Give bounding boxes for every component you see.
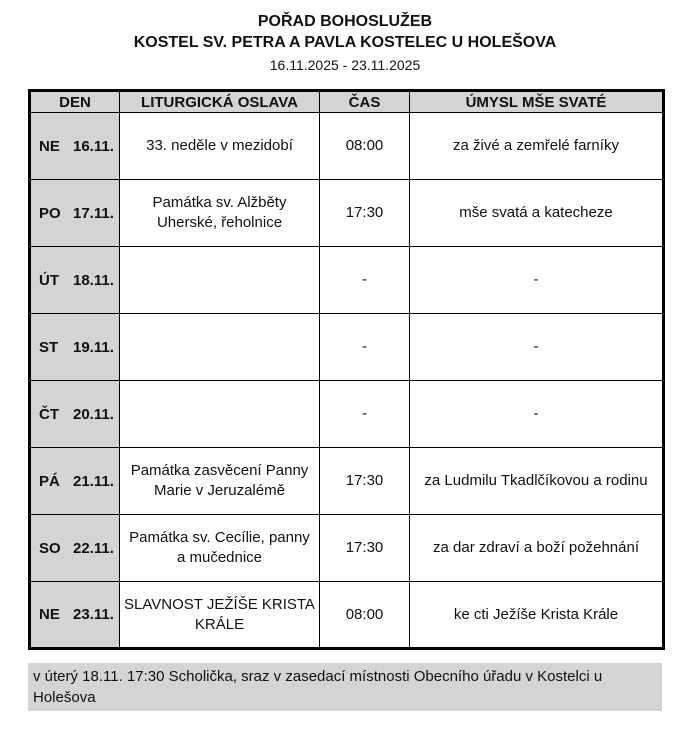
time-cell: 17:30 xyxy=(320,448,410,515)
page-title: POŘAD BOHOSLUŽEB xyxy=(257,13,433,30)
table-row xyxy=(30,515,664,582)
table-row xyxy=(30,448,664,515)
day-abbreviation: PO xyxy=(39,204,61,222)
day-cell xyxy=(30,448,120,515)
footer-note: v úterý 18.11. 17:30 Scholička, sraz v zasedací místnosti Obecního úřadu v Kostelci u Holešova xyxy=(28,663,662,711)
time-cell: 17:30 xyxy=(320,180,410,247)
day-cell xyxy=(30,381,120,448)
table-row xyxy=(30,113,664,180)
table-row xyxy=(30,582,664,649)
table-row xyxy=(30,247,664,314)
celebration-cell xyxy=(120,314,320,381)
celebration-cell: SLAVNOST JEŽÍŠE KRISTA KRÁLE xyxy=(120,582,320,649)
table-row xyxy=(30,381,664,448)
time-cell: - xyxy=(320,247,410,314)
time-cell: 08:00 xyxy=(320,113,410,180)
column-header-den: DEN xyxy=(30,91,120,113)
date-range: 16.11.2025 - 23.11.2025 xyxy=(269,57,421,73)
celebration-cell: Památka sv. Alžběty Uherské, řeholnice xyxy=(120,180,320,247)
intention-cell: za dar zdraví a boží požehnání xyxy=(410,515,664,582)
table-header-row xyxy=(30,91,664,113)
day-abbreviation: PÁ xyxy=(39,472,60,490)
celebration-cell: 33. neděle v mezidobí xyxy=(120,113,320,180)
intention-cell: za Ludmilu Tkadlčíkovou a rodinu xyxy=(410,448,664,515)
day-cell xyxy=(30,582,120,649)
day-abbreviation: ČT xyxy=(39,405,59,423)
time-cell: 17:30 xyxy=(320,515,410,582)
document-header xyxy=(28,12,662,75)
day-date: 23.11. xyxy=(73,606,114,623)
day-date: 22.11. xyxy=(73,539,114,557)
table-row xyxy=(30,180,664,247)
day-date: 20.11. xyxy=(73,405,114,423)
day-cell xyxy=(30,113,120,180)
intention-cell: - xyxy=(410,381,664,448)
day-date: 17.11. xyxy=(73,204,114,222)
time-cell: - xyxy=(320,314,410,381)
intention-cell: - xyxy=(410,247,664,314)
day-abbreviation: SO xyxy=(39,539,61,557)
schedule-table xyxy=(28,89,665,650)
day-date: 18.11. xyxy=(73,271,114,289)
intention-cell: mše svatá a katecheze xyxy=(410,180,664,247)
day-cell xyxy=(30,180,120,247)
day-abbreviation: ÚT xyxy=(39,271,59,289)
time-cell: 08:00 xyxy=(320,582,410,649)
column-header-liturgicka-oslava: LITURGICKÁ OSLAVA xyxy=(120,91,320,113)
column-header-cas: ČAS xyxy=(320,91,410,113)
day-abbreviation: NE xyxy=(39,606,60,623)
day-cell xyxy=(30,314,120,381)
celebration-cell: Památka sv. Cecílie, panny a mučednice xyxy=(120,515,320,582)
time-cell: - xyxy=(320,381,410,448)
day-cell xyxy=(30,247,120,314)
celebration-cell xyxy=(120,247,320,314)
table-row xyxy=(30,314,664,381)
intention-cell: za živé a zemřelé farníky xyxy=(410,113,664,180)
day-abbreviation: NE xyxy=(39,137,60,155)
day-cell xyxy=(30,515,120,582)
intention-cell: ke cti Ježíše Krista Krále xyxy=(410,582,664,649)
celebration-cell xyxy=(120,381,320,448)
celebration-cell: Památka zasvěcení Panny Marie v Jeruzalémě xyxy=(120,448,320,515)
day-date: 19.11. xyxy=(73,338,114,356)
column-header-umysl: ÚMYSL MŠE SVATÉ xyxy=(410,91,664,113)
intention-cell: - xyxy=(410,314,664,381)
church-name: KOSTEL SV. PETRA A PAVLA KOSTELEC U HOLEŠOVA xyxy=(133,34,557,51)
day-date: 16.11. xyxy=(73,137,114,155)
day-date: 21.11. xyxy=(73,472,114,490)
day-abbreviation: ST xyxy=(39,338,59,356)
